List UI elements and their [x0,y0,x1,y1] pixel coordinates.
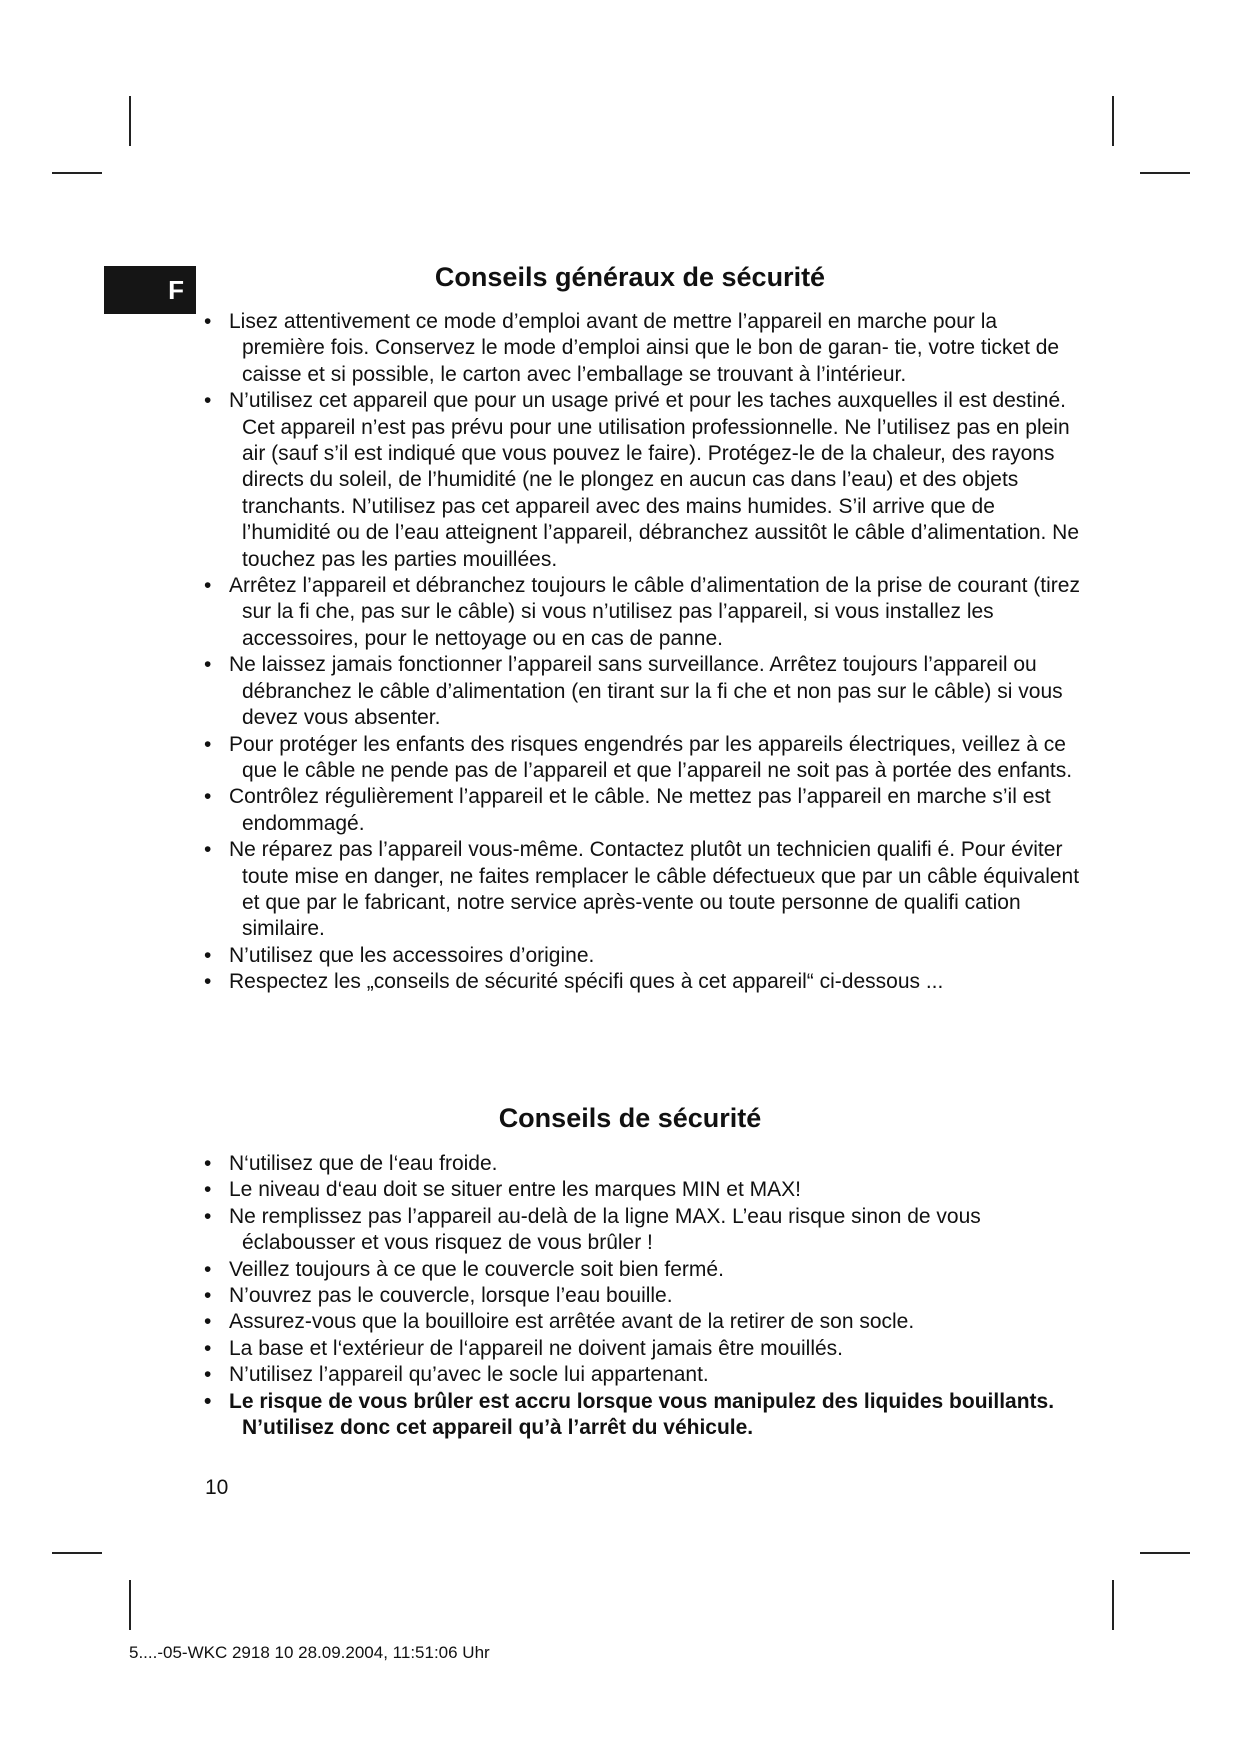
general-safety-list [204,309,1084,996]
list-item: • N’utilisez cet appareil que pour un usage privé et pour les taches auxquelles il est destiné. Cet appareil n’est pas prévu pour une utilisation professionnelle. Ne l’utilisez pas en plein air (sauf s’il est indiqué que vous pouvez le faire). Protégez-le de la chaleur, des rayons directs du soleil, de l’humidité (ne le plongez en aucun cas dans l’eau) et des objets tranchants. N’utilisez pas cet appareil avec des mains humides. S’il arrive que de l’humidité ou de l’eau atteignent l’appareil, débranchez aussitôt le câble d’alimentation. Ne touchez pas les parties mouillées. [204,388,1084,573]
list-item: • Pour protéger les enfants des risques engendrés par les appareils électriques, veillez à ce que le câble ne pende pas de l’appareil et que l’appareil ne soit pas à portée des enfants. [204,732,1084,785]
crop-mark-bottom-right-horizontal [1140,1552,1190,1554]
list-item: • La base et l‘extérieur de l‘appareil ne doivent jamais être mouillés. [204,1336,1084,1362]
crop-mark-bottom-right-vertical [1112,1580,1114,1630]
list-item: • N’utilisez l’appareil qu’avec le socle lui appartenant. [204,1362,1084,1388]
list-item: • Contrôlez régulièrement l’appareil et le câble. Ne mettez pas l’appareil en marche s’il est endommagé. [204,784,1084,837]
list-item-warning: • Le risque de vous brûler est accru lorsque vous manipulez des liquides bouillants. N’utilisez donc cet appareil qu’à l’arrêt du véhicule. [204,1389,1084,1442]
list-item: • Arrêtez l’appareil et débranchez toujours le câble d’alimentation de la prise de courant (tirez sur la fi che, pas sur le câble) si vous n’utilisez pas l’appareil, si vous installez les accessoires, pour le nettoyage ou en cas de panne. [204,573,1084,652]
safety-list [204,1151,1084,1441]
crop-mark-bottom-left-vertical [129,1580,131,1630]
section-title-general-safety: Conseils généraux de sécurité [434,262,826,292]
crop-mark-top-right-horizontal [1140,172,1190,174]
language-tab-label: F [168,275,184,305]
page-number: 10 [205,1476,229,1499]
list-item: • Le niveau d‘eau doit se situer entre les marques MIN et MAX! [204,1177,1084,1203]
list-item: • N’ouvrez pas le couvercle, lorsque l’eau bouille. [204,1283,1084,1309]
list-item: • Assurez-vous que la bouilloire est arrêtée avant de la retirer de son socle. [204,1309,1084,1335]
list-item: • N’utilisez que les accessoires d’origine. [204,943,1084,969]
language-tab [104,266,196,314]
list-item: • N‘utilisez que de l‘eau froide. [204,1151,1084,1177]
list-item: • Veillez toujours à ce que le couvercle soit bien fermé. [204,1257,1084,1283]
crop-mark-top-left-vertical [129,96,131,146]
list-item: • Ne laissez jamais fonctionner l’appareil sans surveillance. Arrêtez toujours l’appareil ou débranchez le câble d’alimentation (en tirant sur la fi che et non pas sur le câble) si vous devez vous absenter. [204,652,1084,731]
crop-mark-top-left-horizontal [52,172,102,174]
list-item: • Respectez les „conseils de sécurité spécifi ques à cet appareil“ ci-dessous ... [204,969,1084,995]
list-item: • Ne réparez pas l’appareil vous-même. Contactez plutôt un technicien qualifi é. Pour éviter toute mise en danger, ne faites remplacer le câble défectueux que par un câble équivalent et que par le fabricant, notre service après-vente ou toute personne de qualifi cation similaire. [204,837,1084,943]
print-footer: 5....-05-WKC 2918 10 28.09.2004, 11:51:06 Uhr [129,1643,490,1662]
crop-mark-top-right-vertical [1112,96,1114,146]
crop-mark-bottom-left-horizontal [52,1552,102,1554]
section-title-safety: Conseils de sécurité [498,1103,762,1133]
list-item: • Lisez attentivement ce mode d’emploi avant de mettre l’appareil en marche pour la première fois. Conservez le mode d’emploi ainsi que le bon de garan- tie, votre ticket de caisse et si possible, le carton avec l’emballage se trouvant à l’intérieur. [204,309,1084,388]
list-item: • Ne remplissez pas l’appareil au-delà de la ligne MAX. L’eau risque sinon de vous éclabousser et vous risquez de vous brûler ! [204,1204,1084,1257]
